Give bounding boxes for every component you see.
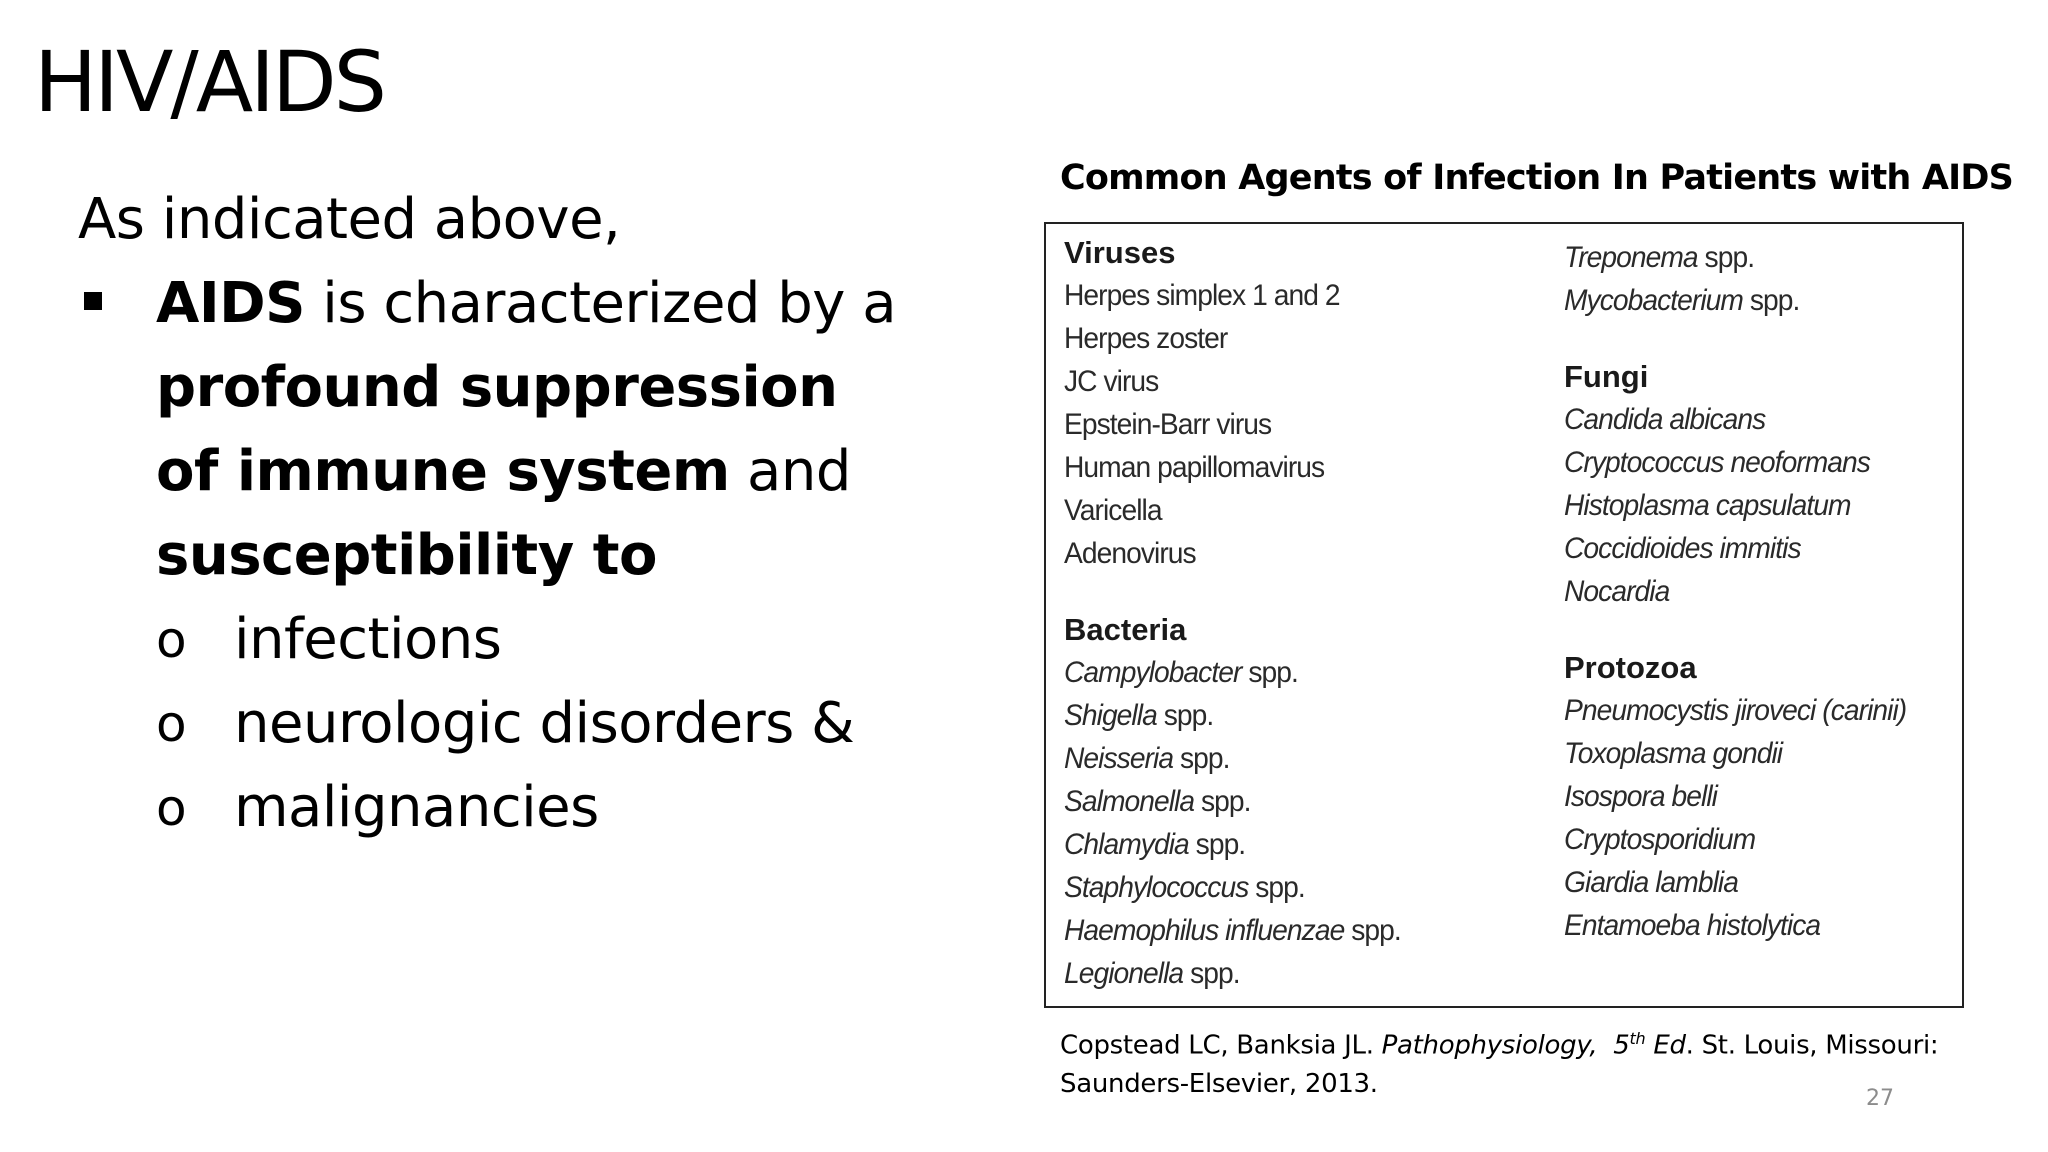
list-item [1564, 484, 1906, 527]
sub-bullet-text: neurologic disorders & [234, 691, 855, 756]
bullet-text-2: and [729, 439, 851, 504]
circle-bullet-icon: o [156, 779, 187, 837]
category-heading-protozoa: Protozoa [1564, 650, 1697, 685]
table-column-left [1064, 232, 1422, 995]
citation-edition-number: 5 [1613, 1030, 1630, 1061]
list-item [1564, 732, 1906, 775]
list-item [1064, 360, 1401, 403]
list-item [1564, 818, 1906, 861]
list-item [1064, 403, 1401, 446]
agent-name: Giardia lamblia [1564, 866, 1738, 899]
agent-suffix: spp. [1241, 656, 1298, 689]
citation-edition-suffix: th [1629, 1029, 1646, 1048]
infection-agents-table [1044, 222, 1964, 1008]
sub-bullet-text: infections [234, 607, 502, 672]
list-item [1564, 904, 1906, 947]
list-item [1064, 651, 1401, 694]
list-item [1564, 527, 1906, 570]
list-item [1064, 823, 1401, 866]
agent-name: Haemophilus influenzae [1064, 914, 1345, 947]
list-item [1064, 317, 1401, 360]
agent-suffix: spp. [1344, 914, 1401, 947]
agent-name: Histoplasma capsulatum [1564, 489, 1851, 522]
agent-suffix: spp. [1742, 284, 1800, 317]
list-item [1064, 274, 1401, 317]
list-item [1564, 441, 1906, 484]
list-item [1064, 909, 1401, 952]
list-item [1064, 866, 1401, 909]
table-column-right [1564, 232, 1928, 947]
slide-body [78, 178, 898, 850]
agent-name: Mycobacterium [1564, 284, 1743, 317]
agent-name: Toxoplasma gondii [1564, 737, 1783, 770]
figure-title: Common Agents of Infection In Patients with AIDS [1060, 158, 2014, 198]
agent-name: Coccidioides immitis [1564, 532, 1801, 565]
list-item [1064, 489, 1401, 532]
bold-term-susceptibility: susceptibility to [156, 523, 657, 588]
agent-name: Cryptococcus neoformans [1564, 446, 1870, 479]
bullet-text-1: is characterized by a [305, 271, 897, 336]
sub-bullet-infections [78, 598, 898, 682]
list-item [1064, 694, 1401, 737]
agent-name: Salmonella [1064, 785, 1195, 818]
agent-name: Epstein-Barr virus [1064, 408, 1272, 441]
bullet-item [78, 262, 898, 598]
agent-name: Neisseria [1064, 742, 1174, 775]
agent-suffix: spp. [1697, 241, 1755, 274]
sub-bullet-neurologic [78, 682, 898, 766]
page-number: 27 [1866, 1086, 1894, 1111]
agent-name: Treponema [1564, 241, 1698, 274]
agent-name: Herpes simplex 1 and 2 [1064, 279, 1340, 312]
agent-name: Entamoeba histolytica [1564, 909, 1821, 942]
circle-bullet-icon: o [156, 611, 187, 669]
agent-name: Human papillomavirus [1064, 451, 1325, 484]
sub-bullet-malignancies [78, 766, 898, 850]
list-item [1564, 236, 1906, 279]
agent-name: Shigella [1064, 699, 1157, 732]
list-item [1064, 446, 1401, 489]
circle-bullet-icon: o [156, 695, 187, 753]
agent-suffix: spp. [1183, 957, 1240, 990]
intro-text: As indicated above, [78, 187, 621, 252]
agent-name: Campylobacter [1064, 656, 1242, 689]
sub-bullet-text: malignancies [234, 775, 599, 840]
category-heading-fungi: Fungi [1564, 359, 1649, 394]
list-item [1064, 952, 1401, 995]
agent-name: JC virus [1064, 365, 1159, 398]
agent-name: Isospora belli [1564, 780, 1717, 813]
agent-suffix: spp. [1194, 785, 1251, 818]
agent-name: Varicella [1064, 494, 1162, 527]
agent-name: Legionella [1064, 957, 1184, 990]
agent-name: Cryptosporidium [1564, 823, 1756, 856]
slide-title: HIV/AIDS [34, 33, 384, 131]
agent-name: Candida albicans [1564, 403, 1766, 436]
category-heading-bacteria: Bacteria [1064, 612, 1187, 647]
list-item [1564, 775, 1906, 818]
agent-name: Chlamydia [1064, 828, 1189, 861]
list-item [1064, 780, 1401, 823]
citation-publisher: . St. Louis, Missouri: Saunders-Elsevier, 2013. [1060, 1030, 1939, 1099]
citation-authors: Copstead LC, Banksia JL. [1060, 1030, 1382, 1061]
bold-term-suppression: profound suppression of immune system [156, 355, 838, 504]
list-item [1564, 689, 1906, 732]
agent-suffix: spp. [1248, 871, 1305, 904]
agent-suffix: spp. [1188, 828, 1246, 861]
citation [1060, 1020, 2048, 1103]
list-item [1564, 861, 1906, 904]
bold-term-aids: AIDS [156, 271, 305, 336]
agent-name: Herpes zoster [1064, 322, 1228, 355]
agent-suffix: spp. [1173, 742, 1230, 775]
list-item [1564, 398, 1906, 441]
agent-name: Staphylococcus [1064, 871, 1249, 904]
list-item [1064, 532, 1401, 575]
square-bullet-icon [84, 292, 102, 310]
agent-name: Pneumocystis jiroveci (carinii) [1564, 694, 1907, 727]
category-heading-viruses: Viruses [1064, 235, 1176, 270]
list-item [1064, 737, 1401, 780]
list-item [1564, 279, 1906, 322]
citation-edition-word: Ed [1645, 1030, 1686, 1061]
list-item [1564, 570, 1906, 613]
agent-name: Adenovirus [1064, 537, 1196, 570]
agent-name: Nocardia [1564, 575, 1670, 608]
citation-book-title: Pathophysiology, [1381, 1030, 1598, 1061]
agent-suffix: spp. [1156, 699, 1214, 732]
